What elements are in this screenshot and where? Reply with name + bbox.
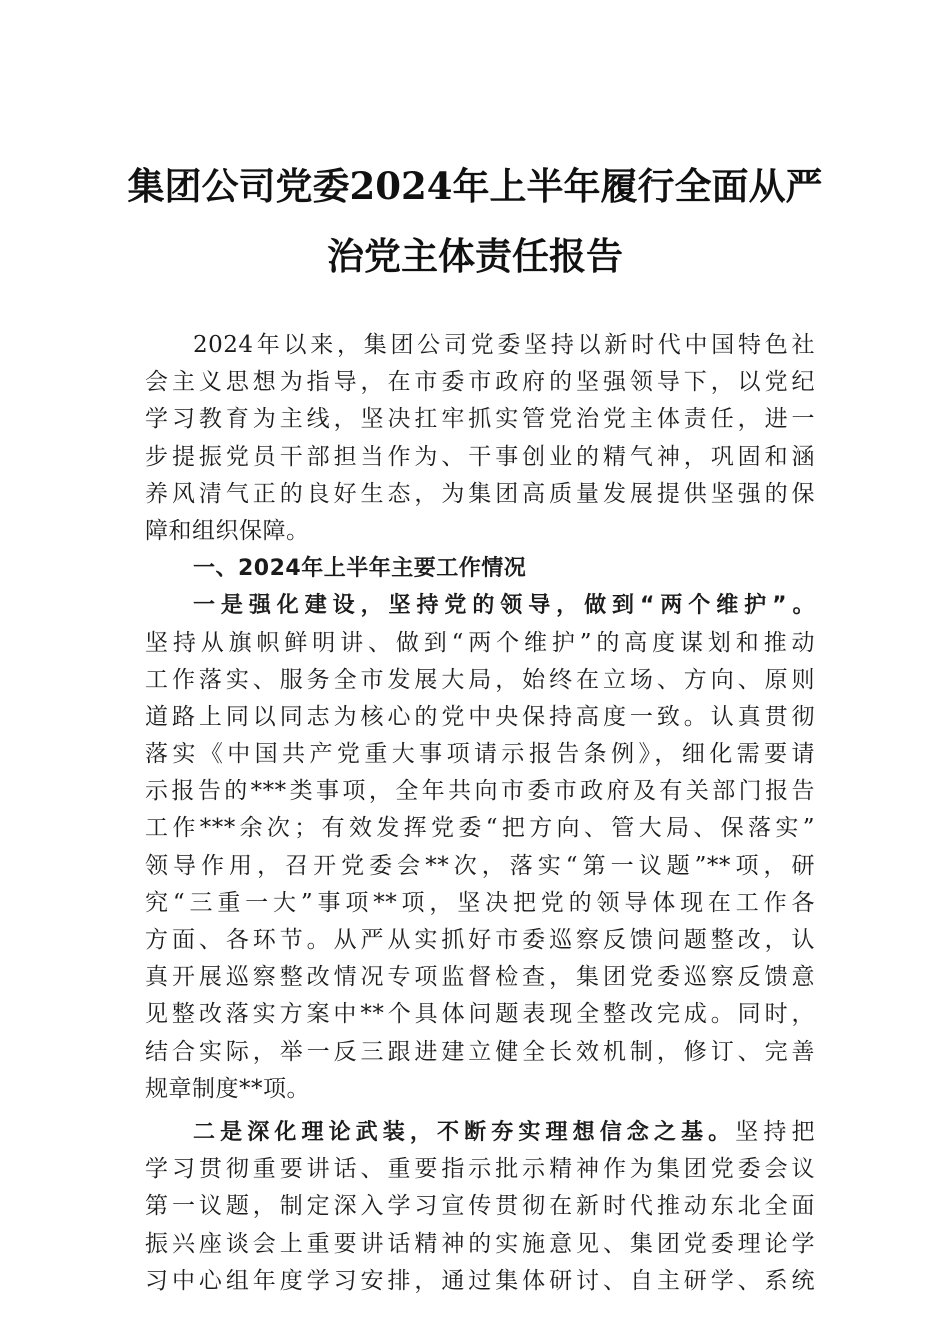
paragraph-line: 见整改落实方案中**个具体问题表现全整改完成。同时， (145, 1001, 815, 1028)
paragraph-line: 工作落实、服务全市发展大局，始终在立场、方向、原则 (145, 666, 815, 693)
document-title-line-1: 集团公司党委2024年上半年履行全面从严 (127, 164, 823, 208)
intro-line: 障和组织保障。 (145, 517, 310, 544)
paragraph-line: 工作***余次；有效发挥党委“把方向、管大局、保落实” (145, 815, 815, 842)
paragraph-line: 结合实际，举一反三跟进建立健全长效机制，修订、完善 (145, 1038, 815, 1065)
paragraph-line: 学习贯彻重要讲话、重要指示批示精神作为集团党委会议 (145, 1156, 815, 1183)
paragraph-line: 第一议题，制定深入学习宣传贯彻在新时代推动东北全面 (145, 1193, 815, 1220)
paragraph-lead: 一是强化建设，坚持党的领导，做到“两个维护”。 (193, 593, 815, 619)
intro-line: 养风清气正的良好生态，为集团高质量发展提供坚强的保 (145, 480, 815, 507)
intro-line: 2024年以来，集团公司党委坚持以新时代中国特色社 (193, 332, 815, 358)
paragraph-line: 领导作用，召开党委会**次，落实“第一议题”**项，研 (145, 852, 815, 879)
section-heading: 一、2024年上半年主要工作情况 (193, 556, 527, 582)
paragraph-first-line (145, 1114, 815, 1151)
paragraph-line: 坚持从旗帜鲜明讲、做到“两个维护”的高度谋划和推动 (145, 629, 815, 656)
paragraph-line: 习中心组年度学习安排，通过集体研讨、自主研学、系统 (145, 1267, 815, 1294)
document-title-line-2: 治党主体责任报告 (327, 234, 623, 278)
document-body (145, 327, 815, 1300)
paragraph-strengthen-building (145, 587, 815, 1108)
paragraph-line: 道路上同以同志为核心的党中央保持高度一致。认真贯彻 (145, 703, 815, 730)
paragraph-lead-rest: 坚持把 (735, 1118, 815, 1145)
paragraph-theory-arming (145, 1114, 815, 1300)
paragraph-line: 落实《中国共产党重大事项请示报告条例》，细化需要请 (145, 741, 815, 768)
intro-line: 学习教育为主线，坚决扛牢抓实管党治党主体责任，进一 (145, 406, 815, 433)
paragraph-lead: 二是深化理论武装，不断夯实理想信念之基。 (193, 1119, 736, 1145)
intro-line: 步提振党员干部担当作为、干事创业的精气神，巩固和涵 (145, 443, 815, 470)
paragraph-line: 规章制度**项。 (145, 1075, 310, 1102)
paragraph-line: 真开展巡察整改情况专项监督检查，集团党委巡察反馈意 (145, 964, 815, 991)
paragraph-line: 振兴座谈会上重要讲话精神的实施意见、集团党委理论学 (145, 1230, 815, 1257)
paragraph-line: 究“三重一大”事项**项，坚决把党的领导体现在工作各 (145, 889, 815, 916)
intro-line: 会主义思想为指导，在市委市政府的坚强领导下，以党纪 (145, 369, 815, 396)
intro-paragraph (145, 327, 815, 550)
paragraph-line: 示报告的***类事项，全年共向市委市政府及有关部门报告 (145, 778, 815, 805)
paragraph-line: 方面、各环节。从严从实抓好市委巡察反馈问题整改，认 (145, 927, 815, 953)
